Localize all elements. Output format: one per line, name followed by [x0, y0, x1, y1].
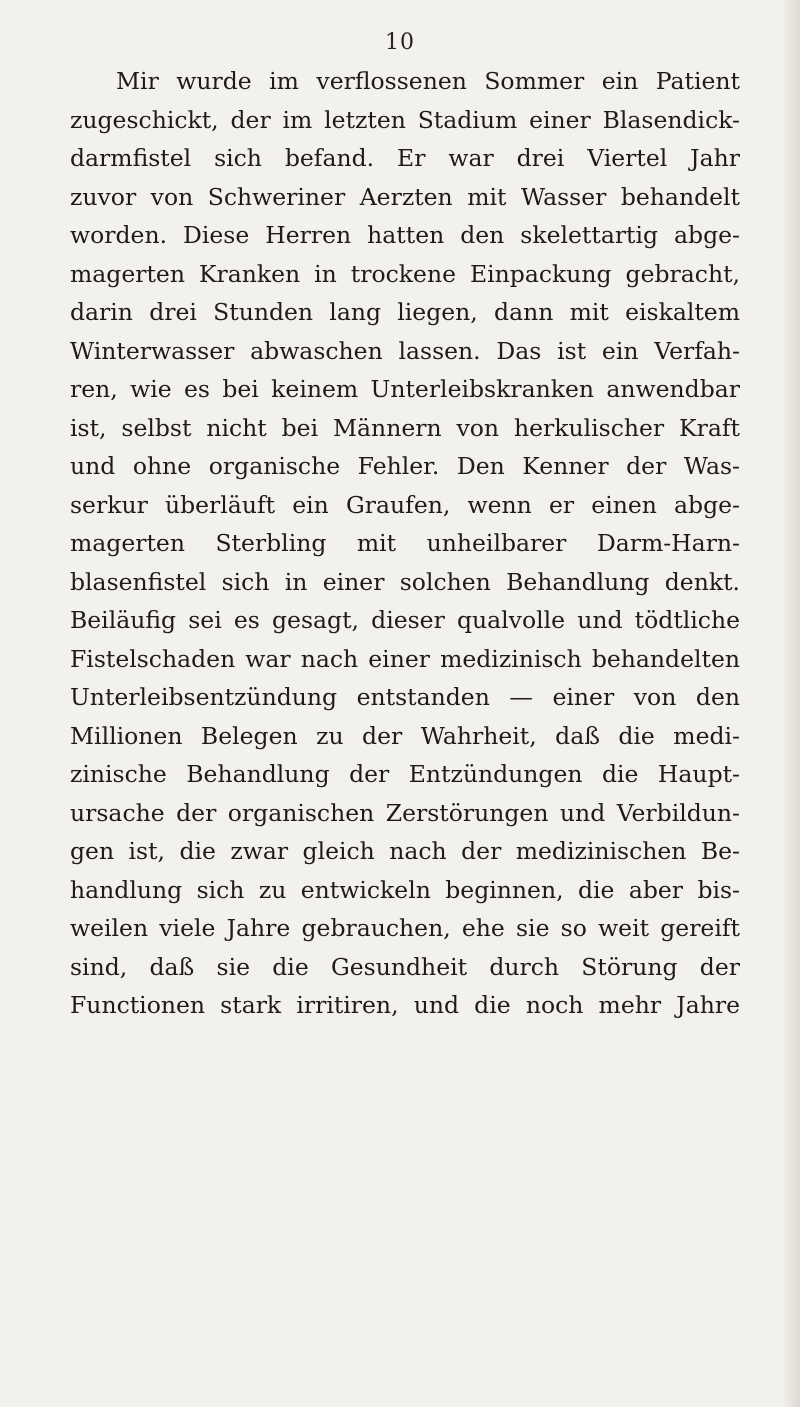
text-line: ist, selbst nicht bei Männern von herkulischer Kraft: [70, 413, 740, 442]
text-line: ren, wie es bei keinem Unterleibskranken anwendbar: [70, 375, 740, 403]
text-line: gen ist, die zwar gleich nach der medizinischen Be-: [70, 837, 740, 865]
text-line: Mir wurde im verflossenen Sommer ein Patient: [116, 67, 740, 95]
page-number: 10: [385, 30, 415, 55]
body-text: [70, 62, 740, 1025]
text-line: Fistelschaden war nach einer medizinisch behandelten: [70, 644, 740, 673]
text-line: weilen viele Jahre gebrauchen, ehe sie so weit gereift: [70, 914, 740, 942]
text-line: Unterleibsentzündung entstanden — einer von den: [70, 683, 740, 711]
text-line: blasenfistel sich in einer solchen Behandlung denkt.: [70, 567, 740, 596]
text-line: ursache der organischen Zerstörungen und Verbildun-: [70, 798, 740, 827]
text-line: darmfistel sich befand. Er war drei Viertel Jahr: [70, 144, 740, 172]
page-edge-shadow: [782, 0, 800, 1407]
text-line: Winterwasser abwaschen lassen. Das ist ein Verfah-: [70, 336, 740, 365]
text-line: magerten Sterbling mit unheilbarer Darm-Harn-: [70, 529, 740, 557]
text-line: zinische Behandlung der Entzündungen die Haupt-: [70, 760, 740, 788]
text-line: worden. Diese Herren hatten den skelettartig abge-: [70, 221, 740, 249]
text-line: zugeschickt, der im letzten Stadium einer Blasendick-: [70, 105, 740, 134]
text-line: zuvor von Schweriner Aerzten mit Wasser behandelt: [70, 182, 740, 211]
text-line: Millionen Belegen zu der Wahrheit, daß die medi-: [70, 721, 740, 750]
text-line: magerten Kranken in trockene Einpackung gebracht,: [70, 259, 740, 288]
text-line: darin drei Stunden lang liegen, dann mit eiskaltem: [70, 298, 740, 326]
text-line: serkur überläuft ein Graufen, wenn er einen abge-: [70, 490, 740, 519]
text-line: Beiläufig sei es gesagt, dieser qualvolle und tödtliche: [70, 606, 740, 634]
text-line: Functionen stark irritiren, und die noch mehr Jahre: [70, 991, 740, 1019]
text-line: sind, daß sie die Gesundheit durch Störung der: [70, 952, 740, 981]
text-line: und ohne organische Fehler. Den Kenner der Was-: [70, 452, 740, 480]
text-line: handlung sich zu entwickeln beginnen, die aber bis-: [70, 875, 740, 904]
